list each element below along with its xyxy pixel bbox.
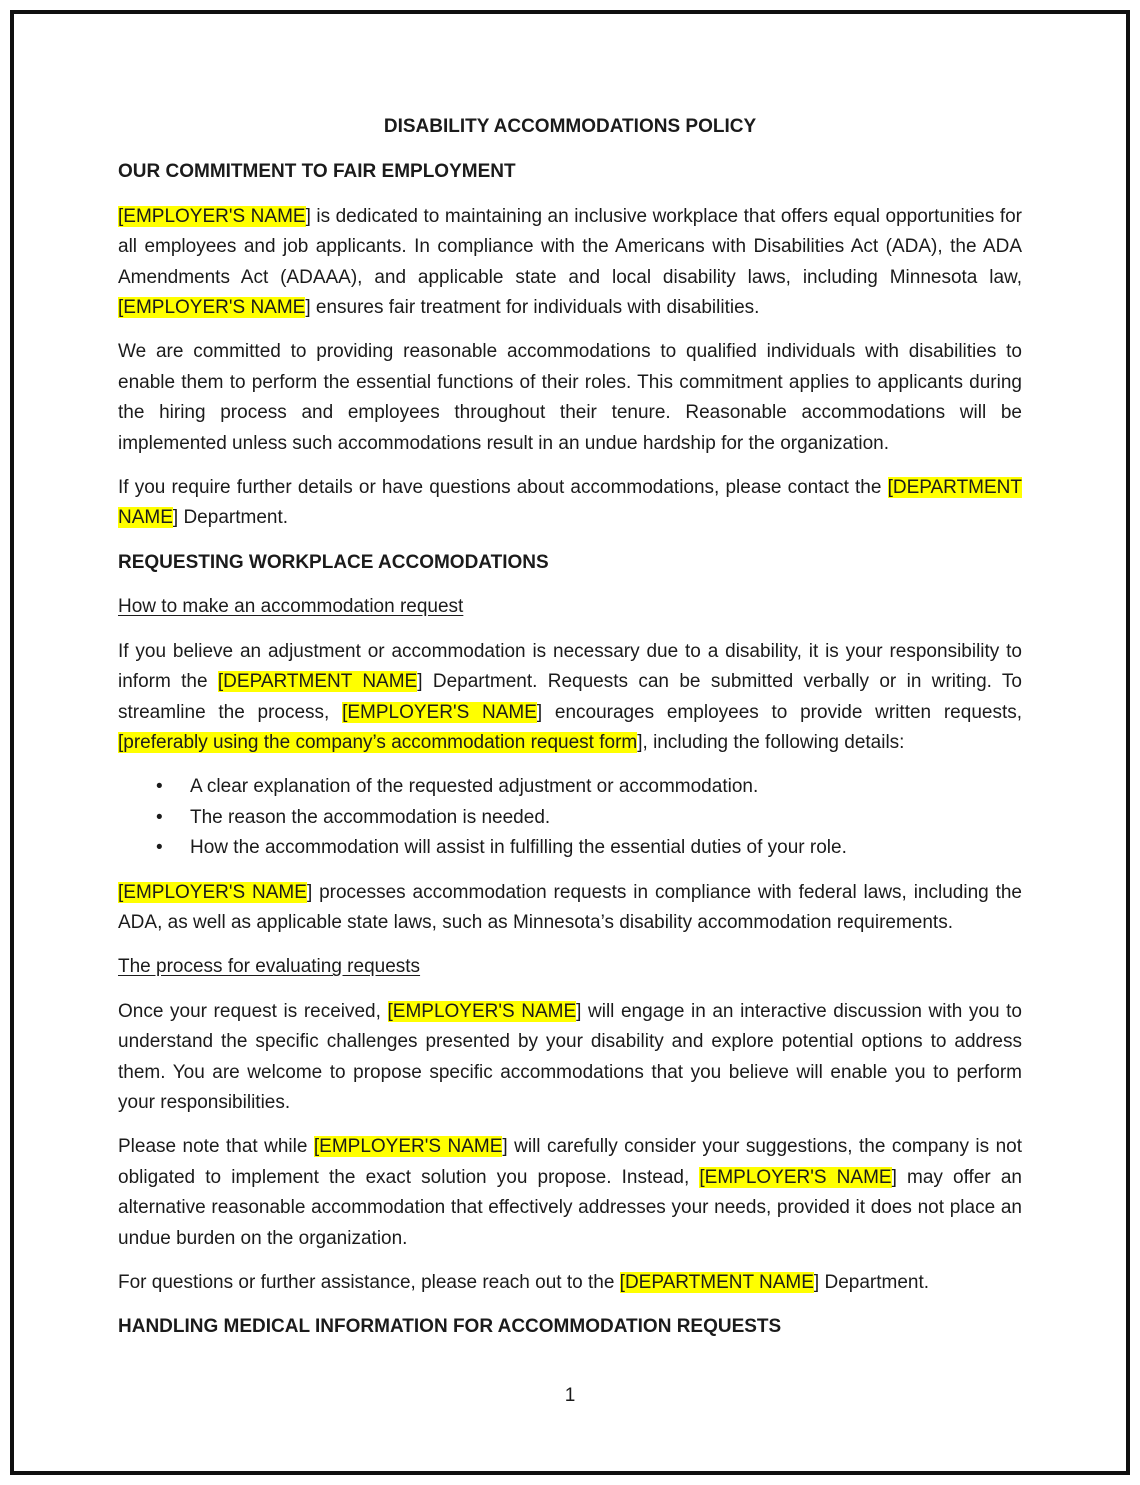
section-heading: OUR COMMITMENT TO FAIR EMPLOYMENT bbox=[118, 161, 516, 183]
page-number: 1 bbox=[564, 1385, 576, 1406]
text-run: ] Department. Requests can be submitted verbally or in writing. To streamline the process, bbox=[118, 671, 1022, 723]
text-run: If you require further details or have questions about accommodations, please contact the bbox=[118, 477, 888, 499]
text-run: ] Department. bbox=[172, 507, 289, 529]
subsection-heading: The process for evaluating requests bbox=[118, 956, 421, 978]
subsection-heading: How to make an accommodation request bbox=[118, 596, 464, 618]
bullet-icon: • bbox=[156, 806, 163, 828]
bullet-text: How the accommodation will assist in fulfilling the essential duties of your role. bbox=[190, 837, 847, 859]
policy-paragraph bbox=[118, 878, 1022, 939]
highlighted-placeholder: [EMPLOYER'S NAME bbox=[342, 701, 537, 723]
text-run: If you believe an adjustment or accommodation is necessary due to a disability, it is your responsibility to inform the bbox=[118, 640, 1022, 693]
policy-paragraph bbox=[118, 473, 1022, 534]
bullet-text: The reason the accommodation is needed. bbox=[190, 806, 551, 828]
highlighted-placeholder: [EMPLOYER'S NAME bbox=[313, 1136, 503, 1158]
highlighted-placeholder: [EMPLOYER'S NAME bbox=[387, 1000, 577, 1022]
highlighted-placeholder: [EMPLOYER'S NAME bbox=[699, 1166, 892, 1188]
text-run: ] is dedicated to maintaining an inclusive workplace that offers equal opportunities for all employees and job applicants. In compliance with the Americans with Disabilities Act (ADA), the ADA Amendments Act (ADAAA), and applicable state and local disability laws, including Minnesota law, bbox=[118, 205, 1022, 288]
policy-paragraph bbox=[118, 1132, 1022, 1254]
highlighted-placeholder: [DEPARTMENT NAME bbox=[217, 671, 418, 693]
text-run: For questions or further assistance, please reach out to the bbox=[118, 1272, 620, 1293]
policy-paragraph bbox=[118, 337, 1022, 459]
section-heading: REQUESTING WORKPLACE ACCOMODATIONS bbox=[118, 551, 549, 573]
text-run: ] processes accommodation requests in compliance with federal laws, including the ADA, as well as applicable state laws, such as Minnesota’s disability accommodation requirements. bbox=[118, 881, 1022, 933]
document-title: DISABILITY ACCOMMODATIONS POLICY bbox=[383, 116, 757, 137]
text-run: We are committed to providing reasonable accommodations to qualified individuals with disabilities to enable them to perform the essential functions of their roles. This commitment applies to applicants during the hiring process and employees throughout their tenure. Reasonable accommodations will be implemented unless such accommodations result in an undue hardship for the organization. bbox=[118, 341, 1022, 454]
text-run: ] ensures fair treatment for individuals with disabilities. bbox=[305, 297, 760, 319]
bullet-icon: • bbox=[156, 776, 163, 798]
section-heading: HANDLING MEDICAL INFORMATION FOR ACCOMMODATION REQUESTS bbox=[118, 1316, 782, 1338]
text-run: ] Department. bbox=[813, 1272, 930, 1293]
highlighted-placeholder: [preferably using the company’s accommodation request form bbox=[118, 731, 638, 753]
policy-paragraph bbox=[118, 202, 1022, 324]
document-content bbox=[118, 157, 1022, 1342]
text-run: ] encourages employees to provide written requests, bbox=[536, 701, 1023, 723]
text-run: Please note that while bbox=[118, 1136, 314, 1158]
text-run: ] may offer an alternative reasonable accommodation that effectively addresses your needs, provided it does not place an undue burden on the organization. bbox=[118, 1166, 1022, 1249]
bullet-icon: • bbox=[156, 837, 163, 859]
text-run: ] will carefully consider your suggestions, the company is not obligated to implement the exact solution you propose. Instead, bbox=[118, 1136, 1022, 1188]
text-run: ] will engage in an interactive discussion with you to understand the specific challenges presented by your disability and explore potential options to address them. You are welcome to propose specific accommodations that you believe will enable you to perform your responsibilities. bbox=[118, 1000, 1022, 1113]
bullet-item bbox=[118, 803, 1022, 833]
bullet-list bbox=[118, 772, 1022, 863]
bullet-item bbox=[118, 772, 1022, 802]
highlighted-placeholder: [DEPARTMENT NAME bbox=[619, 1272, 814, 1293]
bullet-text: A clear explanation of the requested adjustment or accommodation. bbox=[190, 776, 759, 798]
policy-paragraph bbox=[118, 1268, 1022, 1298]
highlighted-placeholder: [EMPLOYER'S NAME bbox=[118, 205, 306, 227]
highlighted-placeholder: [EMPLOYER'S NAME bbox=[118, 881, 307, 903]
highlighted-placeholder: [DEPARTMENT NAME bbox=[118, 477, 1022, 529]
highlighted-placeholder: [EMPLOYER'S NAME bbox=[118, 297, 306, 319]
text-run: Once your request is received, bbox=[118, 1000, 388, 1022]
bullet-item bbox=[118, 833, 1022, 863]
policy-paragraph bbox=[118, 997, 1022, 1119]
text-run: ], including the following details: bbox=[637, 731, 905, 753]
policy-paragraph bbox=[118, 637, 1022, 759]
